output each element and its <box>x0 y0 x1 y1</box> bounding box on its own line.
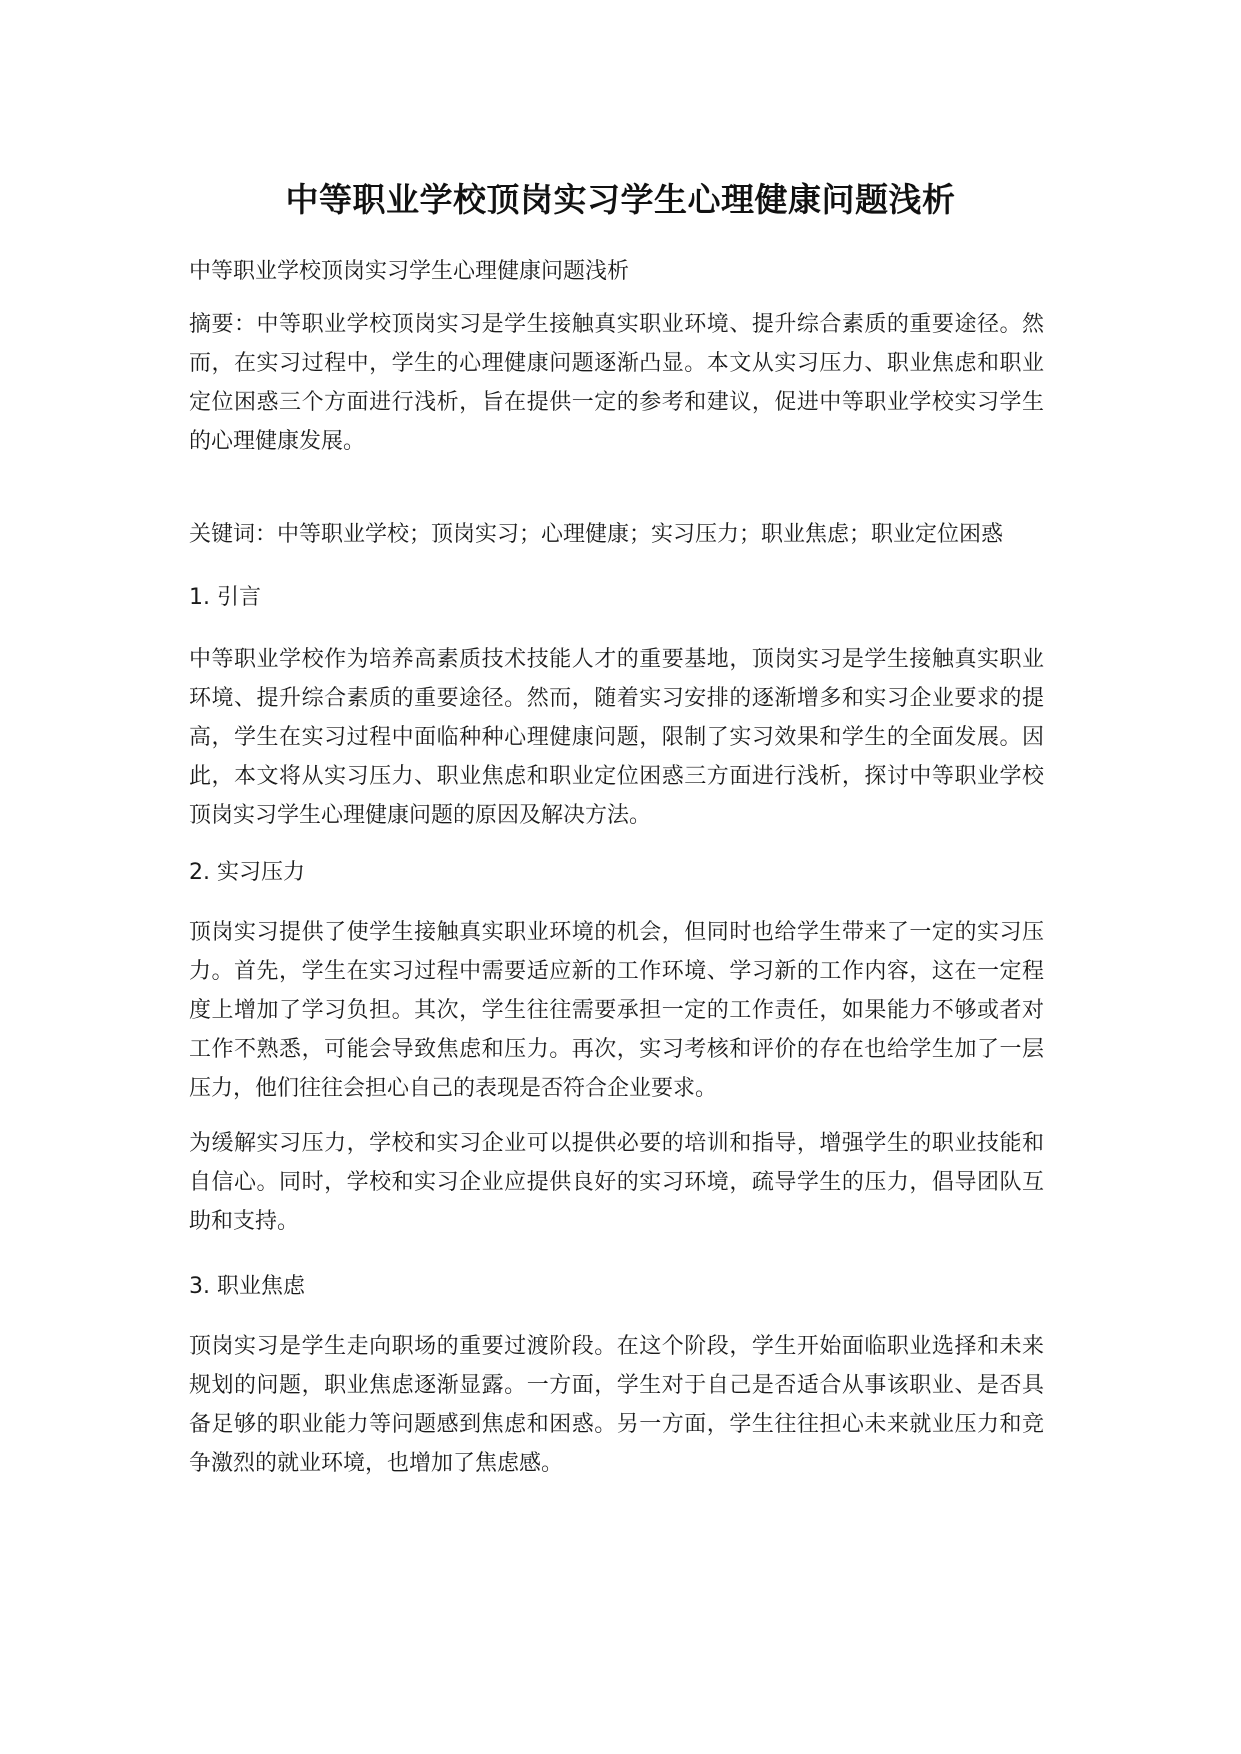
keywords-paragraph: 关键词：中等职业学校；顶岗实习；心理健康；实习压力；职业焦虑；职业定位困惑 <box>189 522 1004 547</box>
document-title: 中等职业学校顶岗实习学生心理健康问题浅析 <box>285 180 956 219</box>
document-subtitle: 中等职业学校顶岗实习学生心理健康问题浅析 <box>189 259 630 284</box>
abstract-paragraph: 摘要：中等职业学校顶岗实习是学生接触真实职业环境、提升综合素质的重要途径。然而，在实习过程中，学生的心理健康问题逐渐凸显。本文从实习压力、职业焦虑和职业定位困惑三个方面进行浅析，旨在提供一定的参考和建议，促进中等职业学校实习学生的心理健康发展。 <box>189 312 1044 454</box>
pressure-paragraph-2: 为缓解实习压力，学校和实习企业可以提供必要的培训和指导，增强学生的职业技能和自信心。同时，学校和实习企业应提供良好的实习环境，疏导学生的压力，倡导团队互助和支持。 <box>189 1131 1044 1234</box>
anxiety-paragraph: 顶岗实习是学生走向职场的重要过渡阶段。在这个阶段，学生开始面临职业选择和未来规划的问题，职业焦虑逐渐显露。一方面，学生对于自己是否适合从事该职业、是否具备足够的职业能力等问题感到焦虑和困惑。另一方面，学生往往担心未来就业压力和竞争激烈的就业环境，也增加了焦虑感。 <box>189 1334 1044 1476</box>
section-heading-pressure: 2. 实习压力 <box>189 860 305 885</box>
intro-paragraph: 中等职业学校作为培养高素质技术技能人才的重要基地，顶岗实习是学生接触真实职业环境、提升综合素质的重要途径。然而，随着实习安排的逐渐增多和实习企业要求的提高，学生在实习过程中面临种种心理健康问题，限制了实习效果和学生的全面发展。因此，本文将从实习压力、职业焦虑和职业定位困惑三方面进行浅析，探讨中等职业学校顶岗实习学生心理健康问题的原因及解决方法。 <box>189 647 1044 828</box>
pressure-paragraph-1: 顶岗实习提供了使学生接触真实职业环境的机会，但同时也给学生带来了一定的实习压力。首先，学生在实习过程中需要适应新的工作环境、学习新的工作内容，这在一定程度上增加了学习负担。其次，学生往往需要承担一定的工作责任，如果能力不够或者对工作不熟悉，可能会导致焦虑和压力。再次，实习考核和评价的存在也给学生加了一层压力，他们往往会担心自己的表现是否符合企业要求。 <box>189 920 1044 1101</box>
section-heading-intro: 1. 引言 <box>189 585 261 610</box>
section-heading-anxiety: 3. 职业焦虑 <box>189 1274 305 1299</box>
